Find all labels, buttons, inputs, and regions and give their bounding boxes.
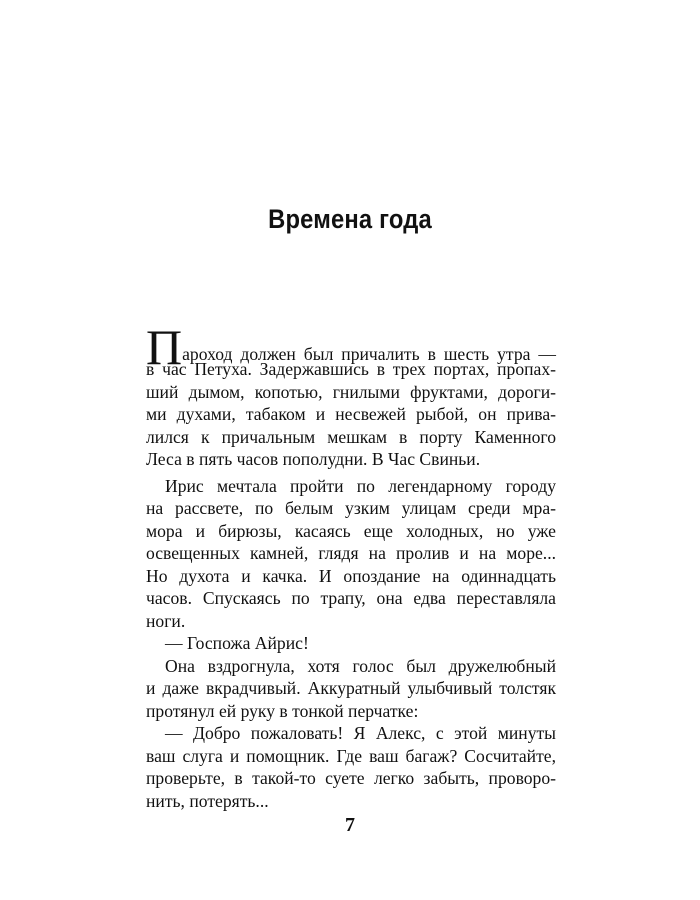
text-line: ми духами, табаком и несвежей рыбой, он прива- bbox=[146, 404, 556, 424]
text-line: Она вздрогнула, хотя голос был дружелюбный bbox=[165, 655, 556, 676]
text-line: ший дымом, копотью, гнилыми фруктами, дороги- bbox=[146, 381, 556, 402]
page-number: 7 bbox=[345, 814, 355, 836]
text-line: протянул ей руку в тонкой перчатке: bbox=[146, 700, 419, 721]
drop-cap: П bbox=[146, 319, 183, 375]
chapter-body bbox=[146, 319, 556, 812]
text-line: Но духота и качка. И опоздание на одиннадцать bbox=[146, 565, 556, 586]
text-line: часов. Спускаясь по трапу, она едва переставляла bbox=[146, 588, 556, 608]
text-line: ваш слуга и помощник. Где ваш багаж? Сосчитайте, bbox=[146, 745, 556, 766]
text-line: — Госпожа Айрис! bbox=[165, 633, 309, 653]
text-line: Ирис мечтала пройти по легендарному городу bbox=[165, 475, 556, 496]
chapter-title: Времена года bbox=[268, 204, 432, 234]
text-line: освещенных камней, глядя на пролив и на море... bbox=[146, 543, 556, 563]
text-line: — Добро пожаловать! Я Алекс, с этой минуты bbox=[165, 723, 556, 743]
text-line: проверьте, в такой-то суете легко забыть, проворо- bbox=[146, 768, 556, 788]
text-line: на рассвете, по белым узким улицам среди мра- bbox=[146, 498, 556, 518]
text-line: ноги. bbox=[146, 610, 186, 631]
text-line: ароход должен был причалить в шесть утра — bbox=[182, 344, 556, 364]
text-line: и даже вкрадчивый. Аккуратный улыбчивый толстяк bbox=[146, 678, 556, 698]
text-line: в час Петуха. Задержавшись в трех портах, пропах- bbox=[146, 359, 556, 379]
text-line: Леса в пять часов пополудни. В Час Свиньи. bbox=[146, 449, 481, 469]
text-line: мора и бирюзы, касаясь еще холодных, но уже bbox=[146, 520, 556, 541]
text-line: нить, потерять... bbox=[146, 790, 269, 811]
text-line: лился к причальным мешкам в порту Каменного bbox=[146, 426, 556, 447]
